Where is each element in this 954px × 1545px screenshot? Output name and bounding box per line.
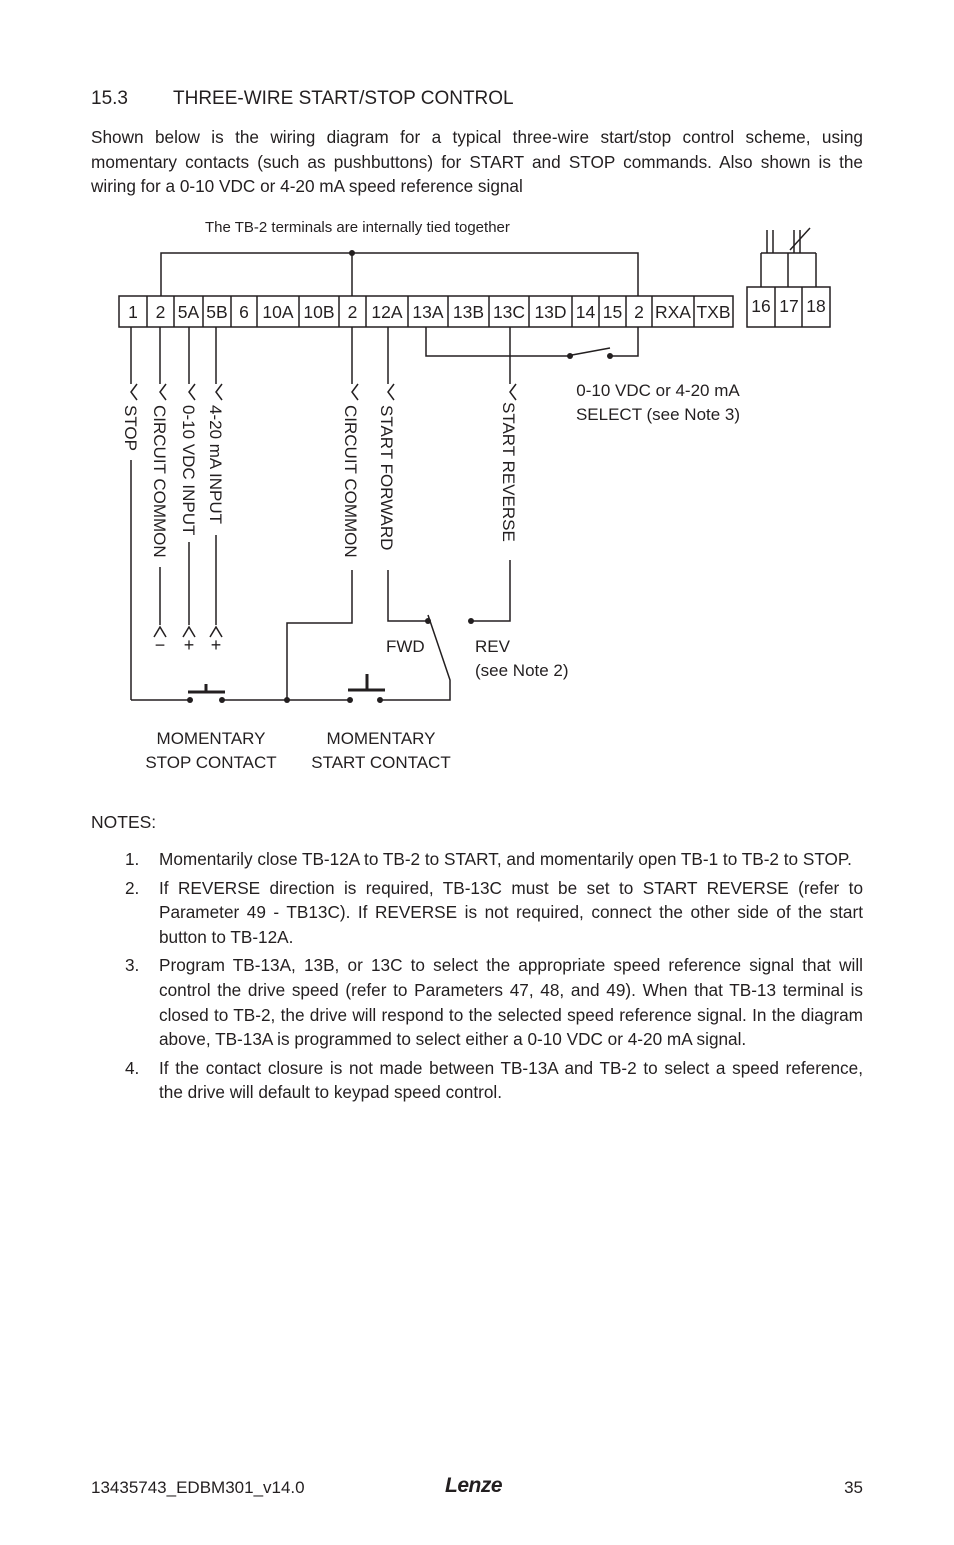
notes-title: NOTES: bbox=[91, 812, 157, 832]
polarity-plus-ma: + bbox=[210, 635, 222, 655]
note-number: 3. bbox=[125, 955, 140, 976]
relay-terminal-16: 16 bbox=[751, 296, 771, 316]
section-title: THREE-WIRE START/STOP CONTROL bbox=[173, 88, 514, 109]
terminal-txb: TXB bbox=[696, 302, 731, 322]
terminal-10a: 10A bbox=[262, 302, 294, 322]
relay-terminal-17: 17 bbox=[779, 296, 799, 316]
notes-list bbox=[125, 847, 863, 1109]
note-text: Momentarily close TB-12A to TB-2 to START, and momentarily open TB-1 to TB-2 to STOP. bbox=[159, 849, 852, 869]
tb2-tie-wire bbox=[161, 253, 638, 296]
select-label-line1: 0-10 VDC or 4-20 mA bbox=[576, 381, 740, 400]
fwd-label: FWD bbox=[386, 637, 425, 656]
wire-label-vdc-input: 0-10 VDC INPUT bbox=[179, 405, 198, 536]
note-item bbox=[125, 876, 863, 950]
note-text: If the contact closure is not made between TB-13A and TB-2 to select a speed reference, the drive will default to keypad speed control. bbox=[159, 1057, 863, 1103]
terminal-2: 2 bbox=[634, 302, 644, 322]
intro-paragraph: Shown below is the wiring diagram for a typical three-wire start/stop control scheme, using momentary contacts (such as pushbuttons) for START and STOP commands. Also shown is the wiring for a 0-10 VDC or 4-20 mA speed reference signal bbox=[91, 127, 863, 196]
note-text: Program TB-13A, 13B, or 13C to select the appropriate speed reference signal that will control the drive speed (refer to Parameters 47, 48, and 49). When that TB-13 terminal is closed to TB-2, the drive will respond to the selected speed reference signal. In the diagram above, TB-13A is programmed to select either a 0-10 VDC or 4-20 mA signal. bbox=[159, 955, 863, 1050]
note-text: If REVERSE direction is required, TB-13C must be set to START REVERSE (refer to Parameter 49 - TB13C). If REVERSE is not required, connect the other side of the start button to TB-12A. bbox=[159, 877, 863, 947]
relay-terminal-18: 18 bbox=[806, 296, 826, 316]
select-label-line2: SELECT (see Note 3) bbox=[575, 405, 741, 424]
wire-label-circuit-common-2: CIRCUIT COMMON bbox=[341, 405, 360, 558]
rev-label-line2: (see Note 2) bbox=[475, 661, 569, 680]
wire-label-start-forward: START FORWARD bbox=[377, 405, 396, 551]
note-number: 2. bbox=[125, 877, 140, 898]
polarity-minus: − bbox=[154, 635, 166, 655]
terminal-6: 6 bbox=[239, 302, 249, 322]
note-number: 4. bbox=[125, 1057, 140, 1078]
lenze-logo: Lenze bbox=[445, 1474, 503, 1497]
select-switch bbox=[572, 348, 610, 355]
section-heading bbox=[91, 88, 514, 110]
terminal-12a: 12A bbox=[371, 302, 403, 322]
note-item bbox=[125, 1056, 863, 1105]
terminal-2: 2 bbox=[155, 302, 166, 322]
select-wire bbox=[426, 327, 570, 356]
terminal-13a: 13A bbox=[412, 302, 444, 322]
stop-contact-label-line2: STOP CONTACT bbox=[145, 753, 277, 772]
terminal-10b: 10B bbox=[303, 302, 335, 322]
note-item bbox=[125, 847, 863, 872]
page-number: 35 bbox=[844, 1478, 863, 1497]
terminal-15: 15 bbox=[602, 302, 623, 322]
wire-label-stop: STOP bbox=[121, 405, 140, 451]
terminal-rxa: RXA bbox=[655, 302, 691, 322]
terminal-5b: 5B bbox=[206, 302, 228, 322]
footer-doc-id: 13435743_EDBM301_v14.0 bbox=[91, 1478, 305, 1497]
stop-contact-label-line1: MOMENTARY bbox=[156, 729, 266, 748]
rev-label-line1: REV bbox=[475, 637, 510, 656]
wire-label-circuit-common-1: CIRCUIT COMMON bbox=[150, 405, 169, 558]
start-contact-label-line2: START CONTACT bbox=[311, 753, 451, 772]
terminal-13d: 13D bbox=[534, 302, 567, 322]
polarity-plus-vdc: + bbox=[183, 635, 195, 655]
terminal-2: 2 bbox=[347, 302, 358, 322]
section-number: 15.3 bbox=[91, 88, 128, 109]
terminal-5a: 5A bbox=[177, 302, 200, 322]
circuit-common-wire bbox=[222, 570, 352, 700]
terminal-13b: 13B bbox=[452, 302, 485, 322]
wire-label-ma-input: 4-20 mA INPUT bbox=[206, 405, 225, 525]
note-number: 1. bbox=[125, 849, 140, 869]
wire-label-start-reverse: START REVERSE bbox=[499, 402, 518, 542]
start-wire bbox=[380, 615, 450, 700]
tb2-note: The TB-2 terminals are internally tied together bbox=[205, 219, 510, 236]
terminal-14: 14 bbox=[575, 302, 596, 322]
terminal-1: 1 bbox=[128, 302, 138, 322]
terminal-13c: 13C bbox=[492, 302, 526, 322]
wiring-diagram bbox=[0, 205, 954, 785]
note-item bbox=[125, 953, 863, 1051]
start-contact-label-line1: MOMENTARY bbox=[326, 729, 436, 748]
